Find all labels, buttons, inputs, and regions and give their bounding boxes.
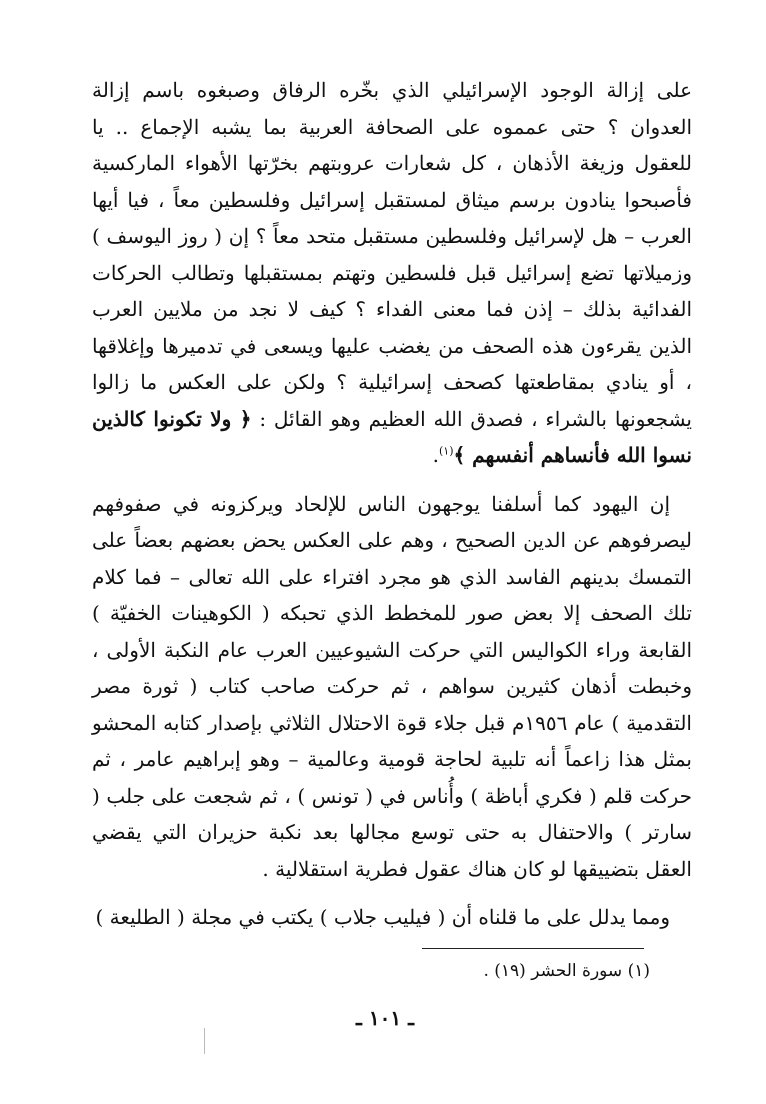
paragraph-2-text: إن اليهود كما أسلفنا يوجهون الناس للإلحاد ويركزونه في صفوفهم ليصرفوهم عن الدين الصحيح ، وهم على العكس يحض بعضهم بعضاً على التمسك بدينهم الفاسد الذي هو مجرد افتراء على الله تعالى – فما كلام تلك الصحف إلا بعض صور للمخطط الذي تحبكه ( الكوهينات الخفيّة ) القابعة وراء الكواليس التي حركت الشيوعيين العرب عام النكبة الأولى ، وخبطت أذهان كثيرين سواهم ، ثم حركت صاحب كتاب ( ثورة مصر التقدمية ) عام ١٩٥٦م قبل جلاء قوة الاحتلال الثلاثي بإصدار كتابه المحشو بمثل هذا زاعماً أنه تلبية لحاجة قومية وعالمية – وهو إبراهيم عامر ، ثم حركت قلم ( فكري أباظة ) وأُناس في ( تونس ) ، ثم شجعت على جلب ( سارتر ) والاحتفال به حتى توسع مجالها بعد نكبة حزيران التي يقضي العقل بتضييقها لو كان هناك عقول فطرية استقلالية .: [92, 491, 692, 881]
footnote: (١) سورة الحشر (١٩) .: [483, 961, 650, 981]
paragraph-2: [92, 486, 692, 888]
paragraph-3: [92, 899, 692, 936]
quran-verse: ﴿ ولا تكونوا كالذين نسوا الله فأنساهم أنفسهم ﴾: [92, 406, 692, 467]
footnote-reference: (١): [438, 444, 454, 458]
footnote-divider: [422, 948, 644, 949]
scan-artifact-line: [204, 1028, 205, 1054]
paragraph-3-text: ومما يدلل على ما قلناه أن ( فيليب جلاب ) يكتب في مجلة ( الطليعة ): [95, 905, 670, 929]
paragraph-1-text: على إزالة الوجود الإسرائيلي الذي بخّره الرفاق وصبغوه باسم إزالة العدوان ؟ حتى عمموه على الصحافة العربية بما يشبه الإجماع .. يا للعقول وزيغة الأذهان ، كل شعارات عروبتهم بخرّتها الأهواء الماركسية فأصبحوا ينادون برسم ميثاق لمستقبل إسرائيل وفلسطين معاً ، فيا أيها العرب – هل لإسرائيل وفلسطين مستقبل متحد معاً ؟ إن ( روز اليوسف ) وزميلاتها تضع إسرائيل قبل فلسطين وتهتم بمستقبلها وتطالب الحركات الفدائية بذلك – إذن فما معنى الفداء ؟ كيف لا نجد من ملايين العرب الذين يقرءون هذه الصحف من يغضب عليها ويسعى في تدميرها وإغلاقها ، أو ينادي بمقاطعتها كصحف إسرائيلية ؟ ولكن على العكس ما زالوا يشجعونها بالشراء ، فصدق الله العظيم وهو القائل :: [92, 78, 692, 431]
page-number: ـ ١٠١ ـ: [356, 1006, 414, 1030]
paragraph-1: على إزالة الوجود الإسرائيلي الذي بخّره الرفاق وصبغوه باسم إزالة العدوان ؟ حتى عمموه على الصحافة العربية بما يشبه الإجماع .. يا للعقول وزيغة الأذهان ، كل شعارات عروبتهم بخرّتها الأهواء الماركسية فأصبحوا ينادون برسم ميثاق لمستقبل إسرائيل وفلسطين معاً ، فيا أيها العرب – هل لإسرائيل وفلسطين مستقبل متحد معاً ؟ إن ( روز اليوسف ) وزميلاتها تضع إسرائيل قبل فلسطين وتهتم بمستقبلها وتطالب الحركات الفدائية بذلك – إذن فما معنى الفداء ؟ كيف لا نجد من ملايين العرب الذين يقرءون هذه الصحف من يغضب عليها ويسعى في تدميرها وإغلاقها ، أو ينادي بمقاطعتها كصحف إسرائيلية ؟ ولكن على العكس ما زالوا يشجعونها بالشراء ، فصدق الله العظيم وهو القائل : ﴿ ولا تكونوا كالذين نسوا الله فأنساهم أنفسهم ﴾$^{(١)}$.: [92, 78, 692, 467]
body-text: [92, 72, 692, 936]
